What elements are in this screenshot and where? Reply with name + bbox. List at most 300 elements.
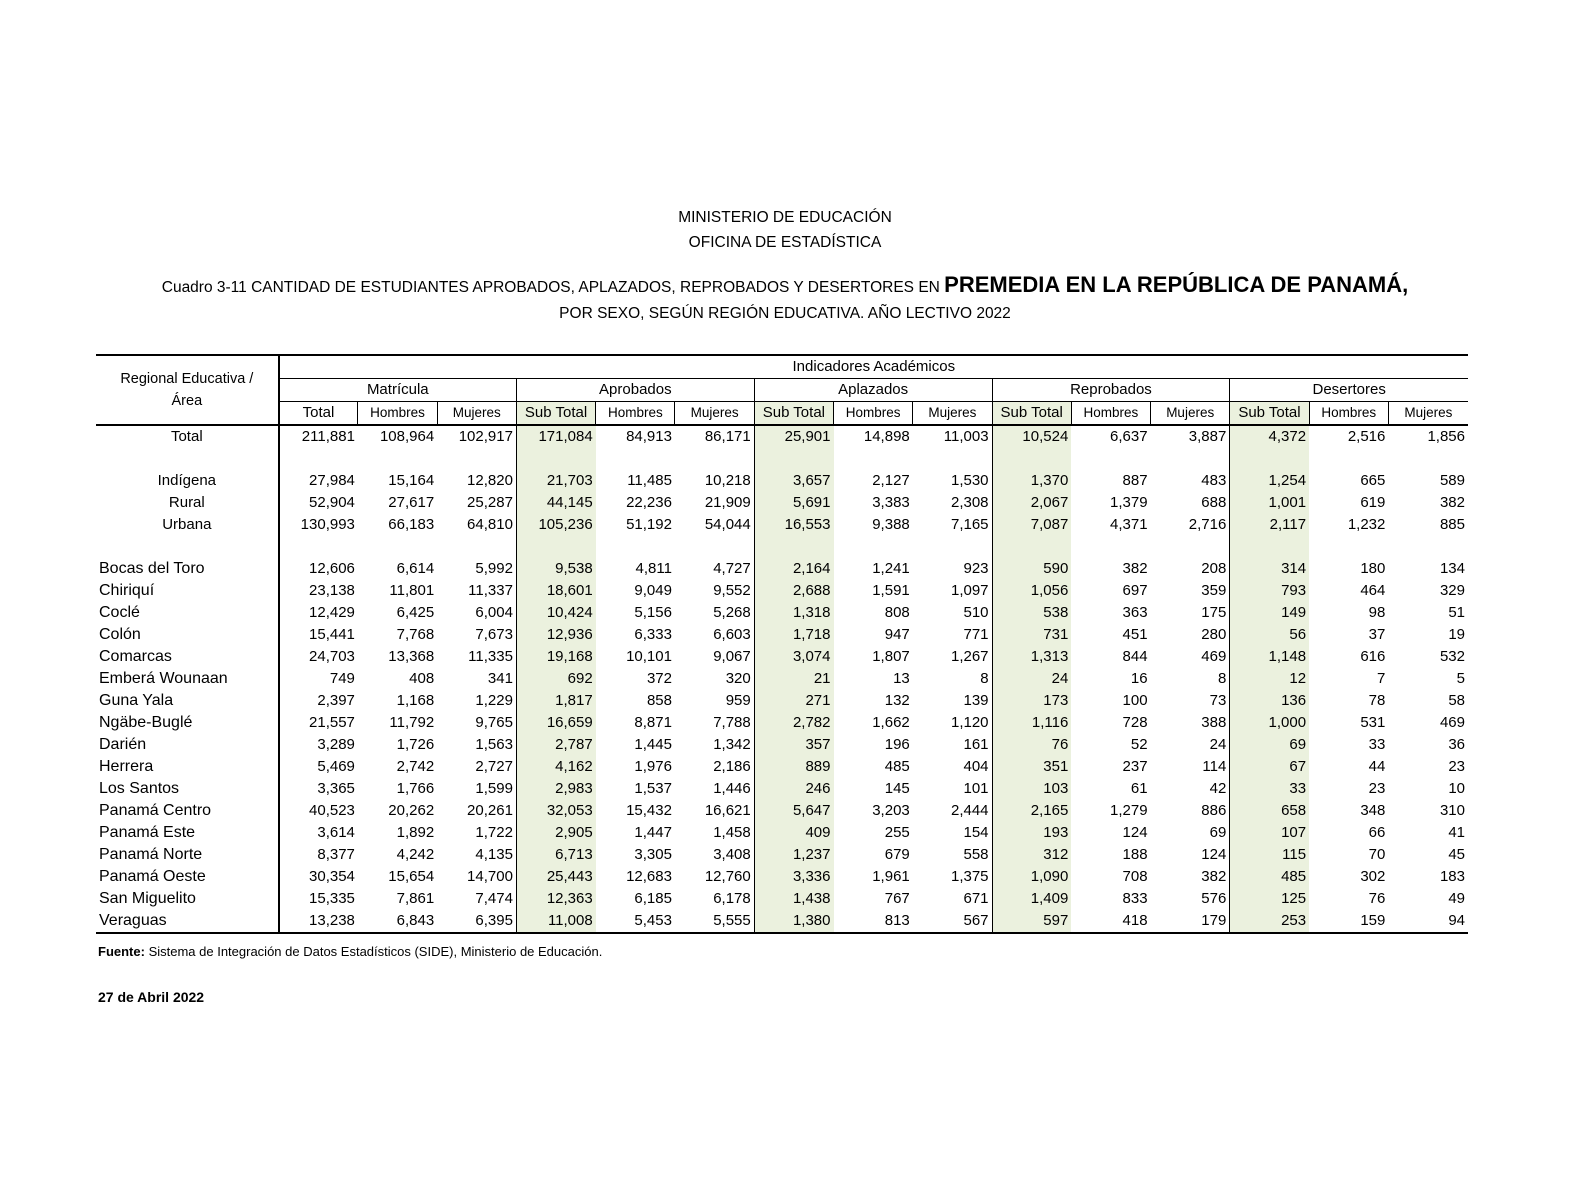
table-cell: 485 [884, 758, 910, 775]
table-cell: 103 [992, 778, 1071, 800]
table-row [96, 888, 1468, 910]
table-cell: 41 [1448, 824, 1465, 841]
table-cell: 70 [1368, 846, 1386, 863]
table-cell: 8 [980, 670, 989, 687]
table-cell: 5,555 [675, 910, 754, 933]
table-cell: 15,164 [388, 472, 435, 489]
table-cell: 61 [1130, 780, 1148, 797]
table-cell: 3,657 [754, 470, 833, 492]
table-cell: 408 [409, 670, 435, 687]
table-cell: 23 [1368, 780, 1386, 797]
table-cell: 6,843 [358, 910, 437, 933]
table-cell: 483 [1201, 472, 1227, 489]
table-cell: 359 [1201, 582, 1227, 599]
table-cell: 10,424 [516, 602, 595, 624]
row-label: Chiriquí [96, 580, 279, 602]
table-cell: 52 [1130, 736, 1148, 753]
table-cell [675, 536, 754, 558]
table-row [96, 580, 1468, 602]
table-cell: 13,368 [388, 648, 435, 665]
table-cell: 171,084 [516, 425, 595, 448]
table-row [96, 514, 1468, 536]
table-cell: 98 [1368, 604, 1386, 621]
table-cell: 858 [646, 692, 672, 709]
table-cell [358, 448, 437, 470]
table-cell: 388 [1201, 714, 1227, 731]
table-cell: 886 [1201, 802, 1227, 819]
table-row [96, 800, 1468, 822]
table-cell: 808 [884, 604, 910, 621]
table-cell: 767 [884, 890, 910, 907]
table-cell: 1,370 [992, 470, 1071, 492]
table-cell: 42 [1209, 780, 1227, 797]
table-cell: 3,887 [1188, 428, 1227, 445]
table-title [0, 272, 1570, 298]
table-cell: 2,516 [1347, 428, 1386, 445]
row-label: Comarcas [96, 646, 279, 668]
table-cell: 1,726 [396, 736, 435, 753]
table-cell: 11,008 [516, 910, 595, 933]
row-label: Emberá Wounaan [96, 668, 279, 690]
table-cell: 2,067 [992, 492, 1071, 514]
table-cell: 12,363 [516, 888, 595, 910]
table-cell: 2,127 [872, 472, 910, 489]
table-cell: 3,203 [872, 802, 910, 819]
table-cell: 159 [1309, 910, 1388, 933]
table-cell: 16,553 [754, 514, 833, 536]
table-cell: 24 [992, 668, 1071, 690]
table-cell: 11,337 [468, 582, 513, 599]
table-cell: 510 [963, 604, 989, 621]
table-cell [596, 448, 675, 470]
table-cell: 1,591 [872, 582, 910, 599]
table-cell: 3,365 [317, 780, 355, 797]
table-cell: 7,861 [396, 890, 435, 907]
statistics-table [96, 354, 1468, 934]
table-row [96, 844, 1468, 866]
table-cell: 12,429 [309, 604, 355, 621]
table-cell: 280 [1201, 626, 1227, 643]
table-cell: 1,438 [754, 888, 833, 910]
table-cell: 2,308 [950, 494, 989, 511]
table-cell: 357 [754, 734, 833, 756]
row-label [96, 448, 279, 470]
column-header: Mujeres [675, 402, 754, 426]
table-cell: 5,691 [754, 492, 833, 514]
table-cell: 8 [1217, 670, 1227, 687]
table-cell: 9,538 [516, 558, 595, 580]
table-cell: 5,268 [713, 604, 751, 621]
table-cell: 1,120 [950, 714, 989, 731]
table-cell: 6,425 [396, 604, 435, 621]
region-header-line1: Regional Educativa / [120, 371, 254, 387]
row-label [96, 536, 279, 558]
table-cell: 4,811 [635, 560, 672, 577]
row-label: Veraguas [96, 910, 279, 933]
table-cell: 2,716 [1188, 516, 1227, 533]
region-column-header [96, 355, 279, 425]
table-cell: 1,313 [992, 646, 1071, 668]
table-cell: 1,447 [634, 824, 672, 841]
table-cell: 2,787 [516, 734, 595, 756]
table-cell: 183 [1439, 868, 1465, 885]
table-cell: 959 [725, 692, 751, 709]
table-cell [437, 448, 516, 470]
table-cell: 1,237 [754, 844, 833, 866]
table-cell: 15,441 [309, 626, 355, 643]
table-cell [1309, 536, 1388, 558]
table-cell [358, 536, 437, 558]
table-cell: 16,659 [516, 712, 595, 734]
table-row [96, 425, 1468, 448]
table-cell: 749 [329, 670, 355, 687]
table-cell: 45 [1448, 846, 1465, 863]
table-cell: 671 [963, 890, 989, 907]
table-cell: 115 [1230, 844, 1309, 866]
row-label: Herrera [96, 756, 279, 778]
table-cell [1388, 448, 1468, 470]
table-cell: 114 [1202, 758, 1227, 775]
table-cell: 1,375 [950, 868, 989, 885]
table-cell [834, 448, 913, 470]
group-header: Desertores [1230, 379, 1468, 402]
table-cell: 105,236 [516, 514, 595, 536]
table-cell: 6,333 [634, 626, 672, 643]
table-cell: 76 [992, 734, 1071, 756]
table-cell [279, 448, 358, 470]
column-header: Sub Total [1230, 402, 1309, 426]
table-cell: 154 [963, 824, 989, 841]
table-cell: 6,178 [713, 890, 751, 907]
table-cell: 27,617 [388, 494, 435, 511]
table-cell: 2,165 [992, 800, 1071, 822]
table-cell: 33 [1368, 736, 1386, 753]
table-cell: 124 [1122, 824, 1148, 841]
table-cell: 56 [1230, 624, 1309, 646]
table-cell: 3,614 [317, 824, 355, 841]
table-cell: 7,768 [396, 626, 435, 643]
table-cell: 708 [1122, 868, 1148, 885]
table-cell: 310 [1439, 802, 1465, 819]
table-cell: 658 [1230, 800, 1309, 822]
table-cell: 102,917 [458, 428, 513, 445]
table-cell: 24 [1209, 736, 1227, 753]
table-cell: 1,090 [992, 866, 1071, 888]
table-cell [992, 448, 1071, 470]
table-cell: 1,599 [475, 780, 513, 797]
row-label: Panamá Norte [96, 844, 279, 866]
table-cell: 2,117 [1230, 514, 1309, 536]
row-label: Indígena [96, 470, 279, 492]
table-cell: 616 [1360, 648, 1386, 665]
table-cell: 6,185 [634, 890, 672, 907]
column-header: Mujeres [913, 402, 992, 426]
row-label: Coclé [96, 602, 279, 624]
table-cell: 1,563 [475, 736, 513, 753]
table-cell: 8,871 [634, 714, 672, 731]
table-cell: 5,156 [634, 604, 672, 621]
table-cell: 173 [992, 690, 1071, 712]
table-cell: 469 [1439, 714, 1465, 731]
table-cell: 923 [963, 560, 989, 577]
table-cell: 18,601 [516, 580, 595, 602]
row-label: Panamá Este [96, 822, 279, 844]
table-row [96, 756, 1468, 778]
table-cell: 107 [1230, 822, 1309, 844]
table-cell: 124 [1201, 846, 1227, 863]
table-cell: 1,342 [713, 736, 751, 753]
table-cell [913, 448, 992, 470]
table-cell: 1,662 [872, 714, 910, 731]
table-cell: 2,164 [754, 558, 833, 580]
table-cell: 52,904 [309, 494, 355, 511]
table-cell: 1,318 [754, 602, 833, 624]
ministry-title: MINISTERIO DE EDUCACIÓN [678, 209, 892, 226]
table-cell: 348 [1360, 802, 1386, 819]
table-cell: 692 [516, 668, 595, 690]
group-header: Reprobados [992, 379, 1230, 402]
table-cell: 1,766 [396, 780, 435, 797]
table-cell: 21,909 [704, 494, 751, 511]
table-cell: 15,335 [309, 890, 355, 907]
table-cell: 351 [992, 756, 1071, 778]
table-cell: 149 [1230, 602, 1309, 624]
table-cell: 14,700 [467, 868, 513, 885]
table-cell: 3,074 [754, 646, 833, 668]
table-cell: 1,718 [754, 624, 833, 646]
table-cell [1230, 536, 1309, 558]
spacer-row [96, 536, 1468, 558]
table-cell: 9,388 [872, 516, 910, 533]
table-cell: 23 [1448, 758, 1465, 775]
table-cell: 12,606 [309, 560, 355, 577]
table-cell: 11,335 [468, 648, 513, 665]
table-cell: 6,395 [437, 910, 516, 933]
table-cell: 6,614 [396, 560, 435, 577]
table-cell: 21 [754, 668, 833, 690]
table-cell: 382 [1201, 868, 1227, 885]
table-cell: 844 [1122, 648, 1148, 665]
table-cell: 237 [1122, 758, 1148, 775]
table-cell: 1,807 [872, 648, 910, 665]
table-cell: 6,713 [516, 844, 595, 866]
table-cell: 2,782 [754, 712, 833, 734]
table-cell: 69 [1230, 734, 1309, 756]
table-cell: 4,135 [475, 846, 513, 863]
table-cell: 771 [963, 626, 989, 643]
table-cell: 1,229 [475, 692, 513, 709]
table-cell: 7,087 [992, 514, 1071, 536]
table-row [96, 492, 1468, 514]
table-subtitle: POR SEXO, SEGÚN REGIÓN EDUCATIVA. AÑO LECTIVO 2022 [559, 305, 1011, 322]
table-cell: 14,898 [863, 428, 910, 445]
table-cell: 4,162 [516, 756, 595, 778]
table-cell: 1,001 [1230, 492, 1309, 514]
table-cell: 464 [1360, 582, 1386, 599]
row-label: Panamá Centro [96, 800, 279, 822]
table-cell: 67 [1230, 756, 1309, 778]
table-cell: 27,984 [309, 472, 355, 489]
table-cell: 84,913 [626, 428, 672, 445]
table-cell: 69 [1209, 824, 1227, 841]
row-label: Colón [96, 624, 279, 646]
table-cell: 409 [754, 822, 833, 844]
table-cell: 731 [992, 624, 1071, 646]
table-cell: 889 [754, 756, 833, 778]
table-cell: 320 [725, 670, 751, 687]
table-cell: 5,992 [475, 560, 513, 577]
table-cell: 161 [963, 736, 989, 753]
table-cell [754, 448, 833, 470]
table-cell: 451 [1122, 626, 1148, 643]
source-text: Sistema de Integración de Datos Estadísticos (SIDE), Ministerio de Educación. [144, 944, 603, 959]
table-cell: 20,261 [467, 802, 513, 819]
table-cell: 1,116 [992, 712, 1071, 734]
table-row [96, 668, 1468, 690]
table-cell [516, 448, 595, 470]
source-note [98, 944, 602, 959]
table-cell: 44,145 [516, 492, 595, 514]
table-cell: 9,067 [713, 648, 751, 665]
table-cell: 7,788 [713, 714, 751, 731]
table-row [96, 602, 1468, 624]
table-row [96, 734, 1468, 756]
table-cell: 469 [1201, 648, 1227, 665]
table-cell: 1,241 [872, 560, 910, 577]
table-cell: 590 [992, 558, 1071, 580]
table-cell [1230, 448, 1309, 470]
table-cell: 3,383 [872, 494, 910, 511]
table-cell: 363 [1122, 604, 1148, 621]
table-title-prefix: Cuadro 3-11 CANTIDAD DE ESTUDIANTES APROBADOS, APLAZADOS, REPROBADOS Y DESERTORES EN [161, 279, 945, 296]
table-cell: 58 [1448, 692, 1465, 709]
table-cell: 25,443 [516, 866, 595, 888]
table-cell: 312 [992, 844, 1071, 866]
table-cell: 1,856 [1427, 428, 1465, 445]
table-cell [675, 448, 754, 470]
table-cell: 576 [1201, 890, 1227, 907]
table-cell: 10,101 [626, 648, 672, 665]
table-cell: 73 [1209, 692, 1227, 709]
table-cell: 33 [1230, 778, 1309, 800]
office-title: OFICINA DE ESTADÍSTICA [688, 234, 882, 251]
row-label: Rural [96, 492, 279, 514]
table-cell: 7,474 [475, 890, 513, 907]
table-cell: 40,523 [309, 802, 355, 819]
table-cell: 196 [884, 736, 910, 753]
row-label: Guna Yala [96, 690, 279, 712]
table-cell: 567 [913, 910, 992, 933]
table-cell: 12,683 [626, 868, 672, 885]
table-cell: 5,453 [596, 910, 675, 933]
table-cell: 1,892 [396, 824, 435, 841]
table-row [96, 690, 1468, 712]
table-cell: 341 [487, 670, 513, 687]
table-row [96, 866, 1468, 888]
table-cell: 532 [1439, 648, 1465, 665]
table-cell: 101 [963, 780, 989, 797]
table-cell: 1,148 [1230, 646, 1309, 668]
table-cell: 44 [1368, 758, 1386, 775]
table-cell: 833 [1122, 890, 1148, 907]
table-cell: 12,820 [467, 472, 513, 489]
table-cell: 404 [963, 758, 989, 775]
table-cell: 813 [834, 910, 913, 933]
table-cell: 24,703 [309, 648, 355, 665]
table-cell: 66 [1368, 824, 1386, 841]
table-cell: 1,000 [1230, 712, 1309, 734]
table-row [96, 712, 1468, 734]
table-cell: 7,673 [475, 626, 513, 643]
table-cell: 64,810 [467, 516, 513, 533]
table-cell: 132 [884, 692, 910, 709]
table-cell: 1,267 [950, 648, 989, 665]
table-cell: 2,905 [516, 822, 595, 844]
table-cell: 1,537 [634, 780, 672, 797]
table-row [96, 646, 1468, 668]
table-cell: 418 [1071, 910, 1150, 933]
table-cell: 382 [1122, 560, 1148, 577]
table-cell: 12,760 [704, 868, 751, 885]
table-cell: 6,603 [713, 626, 751, 643]
table-cell: 108,964 [379, 428, 435, 445]
table-cell: 3,408 [713, 846, 751, 863]
table-cell: 19 [1448, 626, 1465, 643]
column-header: Sub Total [992, 402, 1071, 426]
column-header: Mujeres [1151, 402, 1230, 426]
table-cell [1309, 448, 1388, 470]
column-header: Sub Total [754, 402, 833, 426]
table-cell: 51 [1448, 604, 1465, 621]
table-cell: 728 [1122, 714, 1148, 731]
table-cell: 255 [884, 824, 910, 841]
table-cell: 100 [1122, 692, 1148, 709]
table-cell: 2,397 [317, 692, 355, 709]
table-cell: 6,004 [475, 604, 513, 621]
table-cell: 180 [1360, 560, 1386, 577]
table-cell: 4,242 [396, 846, 435, 863]
indicators-header: Indicadores Académicos [279, 355, 1468, 379]
table-cell [1071, 448, 1150, 470]
table-cell [279, 536, 358, 558]
table-cell: 1,961 [872, 868, 910, 885]
table-cell: 1,409 [992, 888, 1071, 910]
row-label: Darién [96, 734, 279, 756]
table-cell: 145 [884, 780, 910, 797]
table-cell: 665 [1360, 472, 1386, 489]
table-cell: 175 [1201, 604, 1227, 621]
row-label: Bocas del Toro [96, 558, 279, 580]
column-header: Hombres [358, 402, 437, 426]
table-cell [596, 536, 675, 558]
table-cell [834, 536, 913, 558]
table-cell: 11,792 [389, 714, 435, 731]
table-cell: 887 [1122, 472, 1148, 489]
column-header: Mujeres [437, 402, 516, 426]
table-cell: 2,186 [713, 758, 751, 775]
table-cell: 36 [1448, 736, 1465, 753]
table-cell: 329 [1439, 582, 1465, 599]
table-row [96, 470, 1468, 492]
table-cell: 2,444 [950, 802, 989, 819]
table-cell: 66,183 [388, 516, 435, 533]
table-cell: 15,654 [388, 868, 435, 885]
table-cell [516, 536, 595, 558]
column-header: Total [279, 402, 358, 426]
table-cell: 793 [1230, 580, 1309, 602]
table-cell: 3,289 [317, 736, 355, 753]
table-cell: 538 [992, 602, 1071, 624]
